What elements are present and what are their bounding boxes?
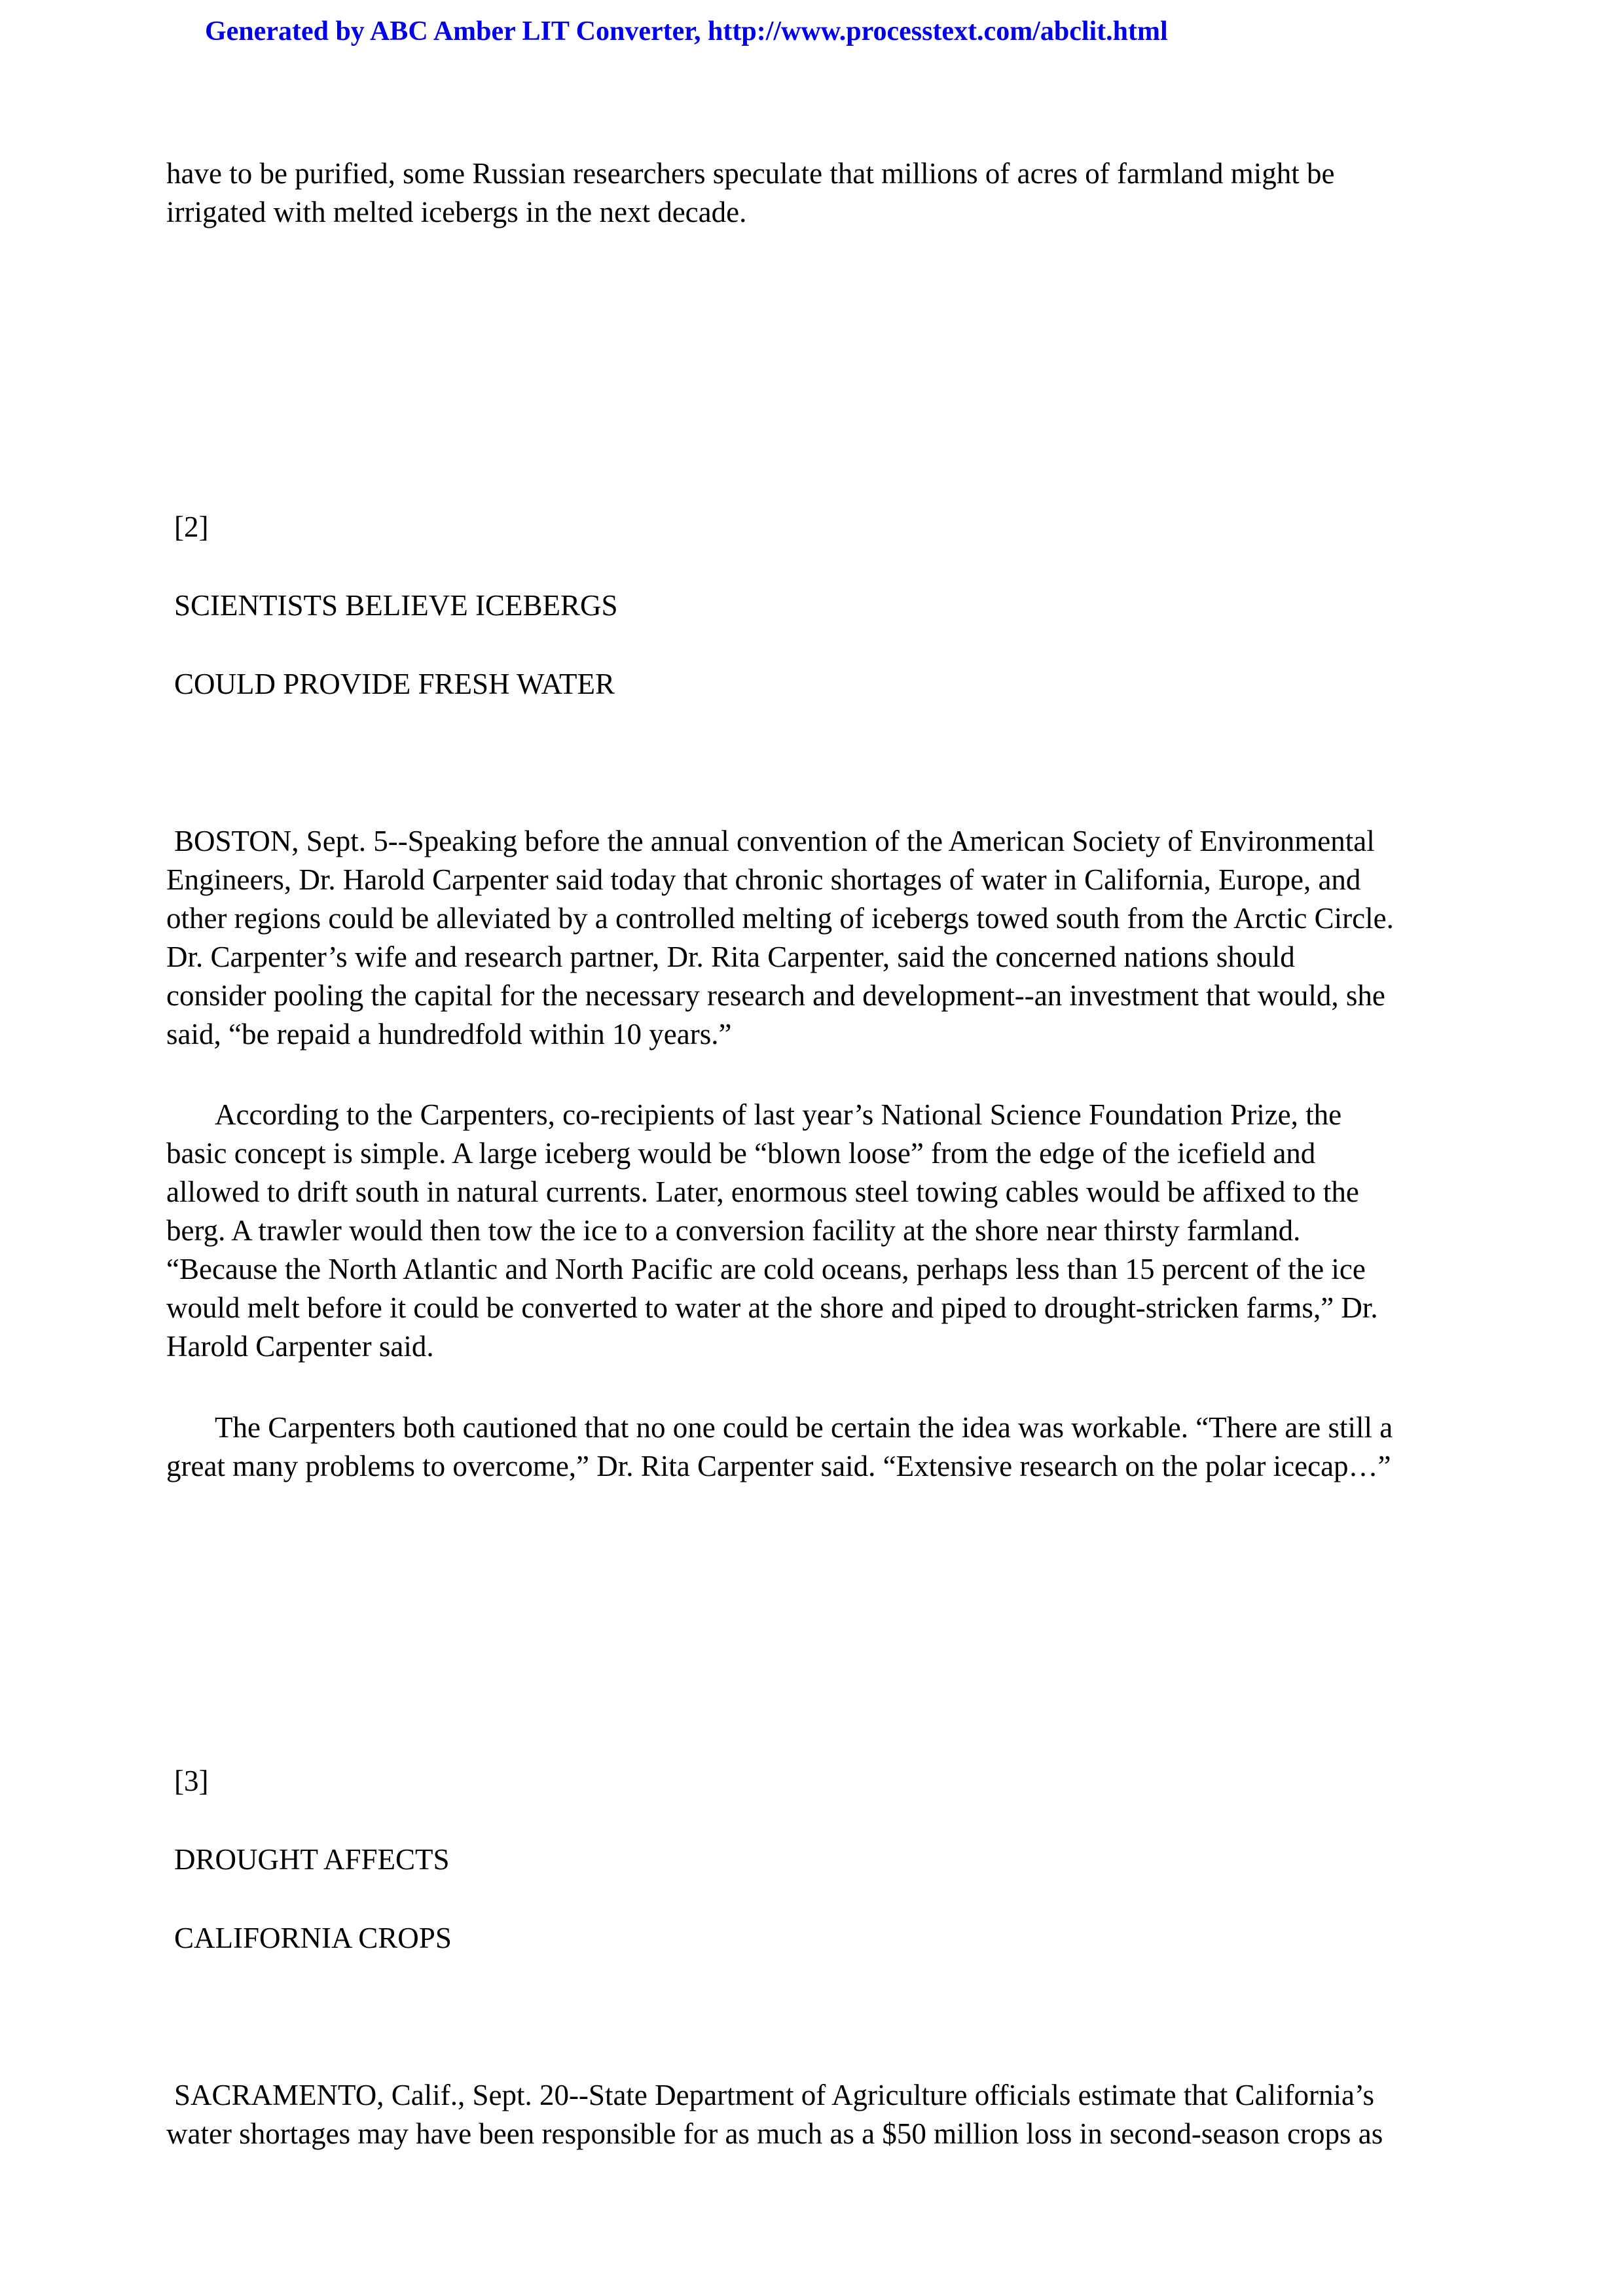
text-line: SACRAMENTO, Calif., Sept. 20--State Department of Agriculture officials estimate that California’s — [174, 2079, 1374, 2111]
text-line: consider pooling the capital for the necessary research and development--an investment that would, she — [166, 979, 1385, 1012]
article-number: [3] — [174, 1765, 209, 1797]
text-line: berg. A trawler would then tow the ice to a conversion facility at the shore near thirsty farmland. — [166, 1214, 1301, 1247]
text-line: allowed to drift south in natural currents. Later, enormous steel towing cables would be affixed to the — [166, 1175, 1359, 1208]
text-line: The Carpenters both cautioned that no one could be certain the idea was workable. “There are still a — [215, 1411, 1393, 1444]
headline-line: SCIENTISTS BELIEVE ICEBERGS — [174, 589, 618, 622]
headline-line: DROUGHT AFFECTS — [174, 1843, 450, 1876]
text-line: According to the Carpenters, co-recipients of last year’s National Science Foundation Prize, the — [215, 1098, 1342, 1131]
article-paragraph — [166, 822, 1482, 1054]
intro-paragraph — [166, 154, 1482, 232]
headline-line: COULD PROVIDE FRESH WATER — [174, 668, 615, 700]
text-line: other regions could be alleviated by a controlled melting of icebergs towed south from the Arctic Circle. — [166, 902, 1394, 935]
text-line: water shortages may have been responsible for as much as a $50 million loss in second-season crops as — [166, 2117, 1383, 2150]
text-line: “Because the North Atlantic and North Pacific are cold oceans, perhaps less than 15 percent of the ice — [166, 1253, 1366, 1285]
text-line: said, “be repaid a hundredfold within 10 years.” — [166, 1018, 732, 1050]
article-paragraph — [166, 1408, 1482, 1486]
text-line: basic concept is simple. A large iceberg would be “blown loose” from the edge of the icefield and — [166, 1137, 1316, 1170]
headline-line: CALIFORNIA CROPS — [174, 1922, 452, 1954]
text-line: Harold Carpenter said. — [166, 1330, 434, 1363]
converter-banner[interactable]: Generated by ABC Amber LIT Converter, http://www.processtext.com/abclit.html — [205, 16, 1168, 46]
text-line: Dr. Carpenter’s wife and research partner, Dr. Rita Carpenter, said the concerned nations should — [166, 941, 1295, 973]
text-line: have to be purified, some Russian researchers speculate that millions of acres of farmland might be — [166, 157, 1335, 190]
text-line: great many problems to overcome,” Dr. Rita Carpenter said. “Extensive research on the polar icecap…” — [166, 1450, 1391, 1482]
text-line: Engineers, Dr. Harold Carpenter said today that chronic shortages of water in California, Europe, and — [166, 863, 1361, 896]
article-paragraph — [166, 2076, 1482, 2153]
text-line: irrigated with melted icebergs in the next decade. — [166, 196, 747, 228]
text-line: BOSTON, Sept. 5--Speaking before the annual convention of the American Society of Environmental — [174, 825, 1375, 857]
text-line: would melt before it could be converted to water at the shore and piped to drought-stricken farms,” Dr. — [166, 1291, 1378, 1324]
article-paragraph — [166, 1096, 1482, 1366]
article-number: [2] — [174, 511, 209, 543]
